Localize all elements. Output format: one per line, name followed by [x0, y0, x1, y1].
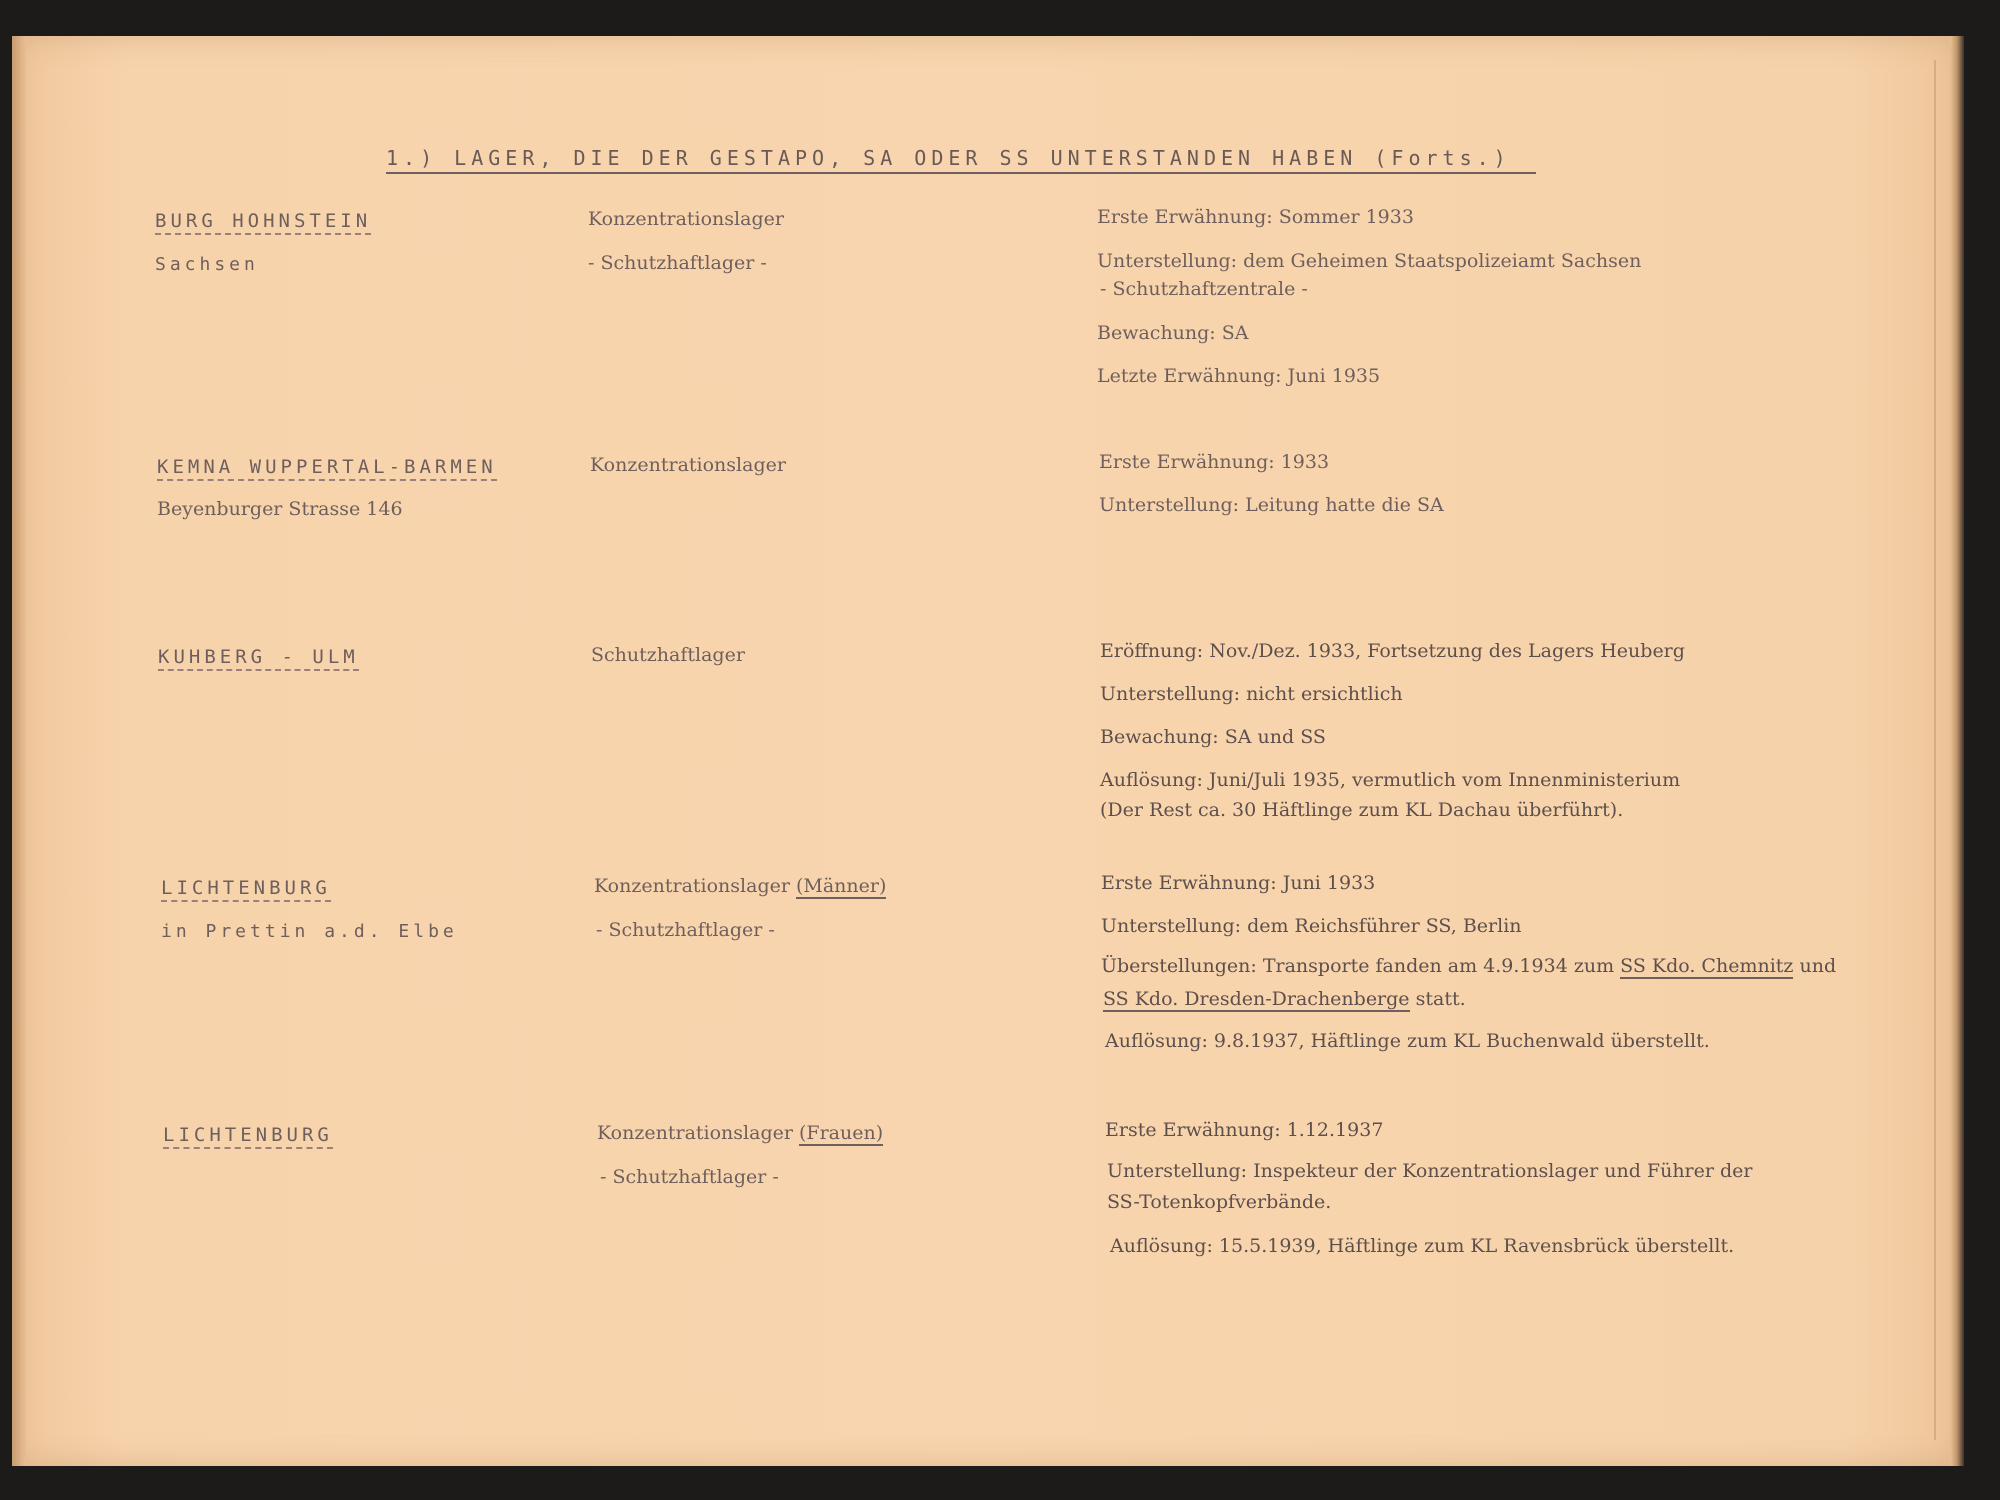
detail-underlined: SS Kdo. Chemnitz — [1620, 955, 1794, 977]
detail-line: Auflösung: 15.5.1939, Häftlinge zum KL Ravensbrück überstellt. — [1110, 1235, 1735, 1257]
detail-line: Erste Erwähnung: 1933 — [1099, 451, 1330, 473]
detail-line: Auflösung: Juni/Juli 1935, vermutlich vom Innenministerium — [1100, 769, 1681, 791]
detail-line — [1103, 988, 1466, 1010]
camp-type: Schutzhaftlager — [591, 644, 745, 666]
detail-line: Eröffnung: Nov./Dez. 1933, Fortsetzung des Lagers Heuberg — [1100, 640, 1685, 662]
camp-type-gender: (Frauen) — [798, 1122, 884, 1144]
camp-location: in Prettin a.d. Elbe — [161, 921, 458, 942]
detail-line: - Schutzhaftzentrale - — [1100, 278, 1308, 300]
detail-underlined: SS Kdo. Dresden-Drachenberge — [1103, 988, 1410, 1010]
detail-line: Bewachung: SA — [1097, 322, 1249, 344]
detail-line: Unterstellung: Inspekteur der Konzentrationslager und Führer der — [1107, 1160, 1753, 1182]
detail-line: Erste Erwähnung: 1.12.1937 — [1105, 1119, 1384, 1141]
page-title: 1.) LAGER, DIE DER GESTAPO, SA ODER SS UNTERSTANDEN HABEN (Forts.) — [386, 146, 1536, 174]
detail-line: Unterstellung: nicht ersichtlich — [1100, 683, 1403, 705]
detail-line: Letzte Erwähnung: Juni 1935 — [1097, 365, 1381, 387]
camp-type-gender: (Männer) — [795, 875, 887, 897]
detail-line: Bewachung: SA und SS — [1100, 726, 1326, 748]
camp-location: Sachsen — [155, 254, 259, 275]
camp-type-label: Konzentrationslager — [597, 1122, 793, 1144]
camp-type-label: Konzentrationslager — [594, 875, 790, 897]
detail-text: und — [1799, 955, 1837, 977]
camp-location: Beyenburger Strasse 146 — [157, 498, 403, 520]
detail-line: Unterstellung: dem Geheimen Staatspolizeiamt Sachsen — [1097, 250, 1642, 272]
detail-line: Erste Erwähnung: Juni 1933 — [1101, 872, 1376, 894]
detail-line: Unterstellung: dem Reichsführer SS, Berlin — [1101, 915, 1522, 937]
camp-name: KUHBERG - ULM — [158, 646, 359, 671]
camp-type: Konzentrationslager — [588, 208, 784, 230]
detail-line: SS-Totenkopfverbände. — [1107, 1191, 1332, 1213]
camp-name: BURG HOHNSTEIN — [155, 210, 371, 235]
camp-type: Konzentrationslager — [590, 454, 786, 476]
camp-type-secondary: - Schutzhaftlager - — [588, 252, 767, 274]
detail-line: Unterstellung: Leitung hatte die SA — [1099, 494, 1444, 516]
page-fold-line — [1934, 60, 1936, 1440]
camp-name: KEMNA WUPPERTAL-BARMEN — [157, 456, 497, 481]
camp-type — [594, 875, 886, 897]
camp-name: LICHTENBURG — [163, 1124, 333, 1149]
detail-text: Überstellungen: Transporte fanden am 4.9.1934 zum — [1101, 955, 1615, 977]
detail-line: Auflösung: 9.8.1937, Häftlinge zum KL Buchenwald überstellt. — [1105, 1030, 1710, 1052]
detail-line: (Der Rest ca. 30 Häftlinge zum KL Dachau überführt). — [1100, 799, 1624, 821]
detail-line — [1101, 955, 1836, 977]
binding-edge — [12, 36, 26, 1466]
camp-type-secondary: - Schutzhaftlager - — [600, 1166, 779, 1188]
detail-text: statt. — [1415, 988, 1466, 1010]
camp-name: LICHTENBURG — [161, 877, 331, 902]
camp-type — [597, 1122, 883, 1144]
detail-line: Erste Erwähnung: Sommer 1933 — [1097, 206, 1414, 228]
page-edge — [1950, 36, 1964, 1466]
camp-type-secondary: - Schutzhaftlager - — [596, 919, 775, 941]
